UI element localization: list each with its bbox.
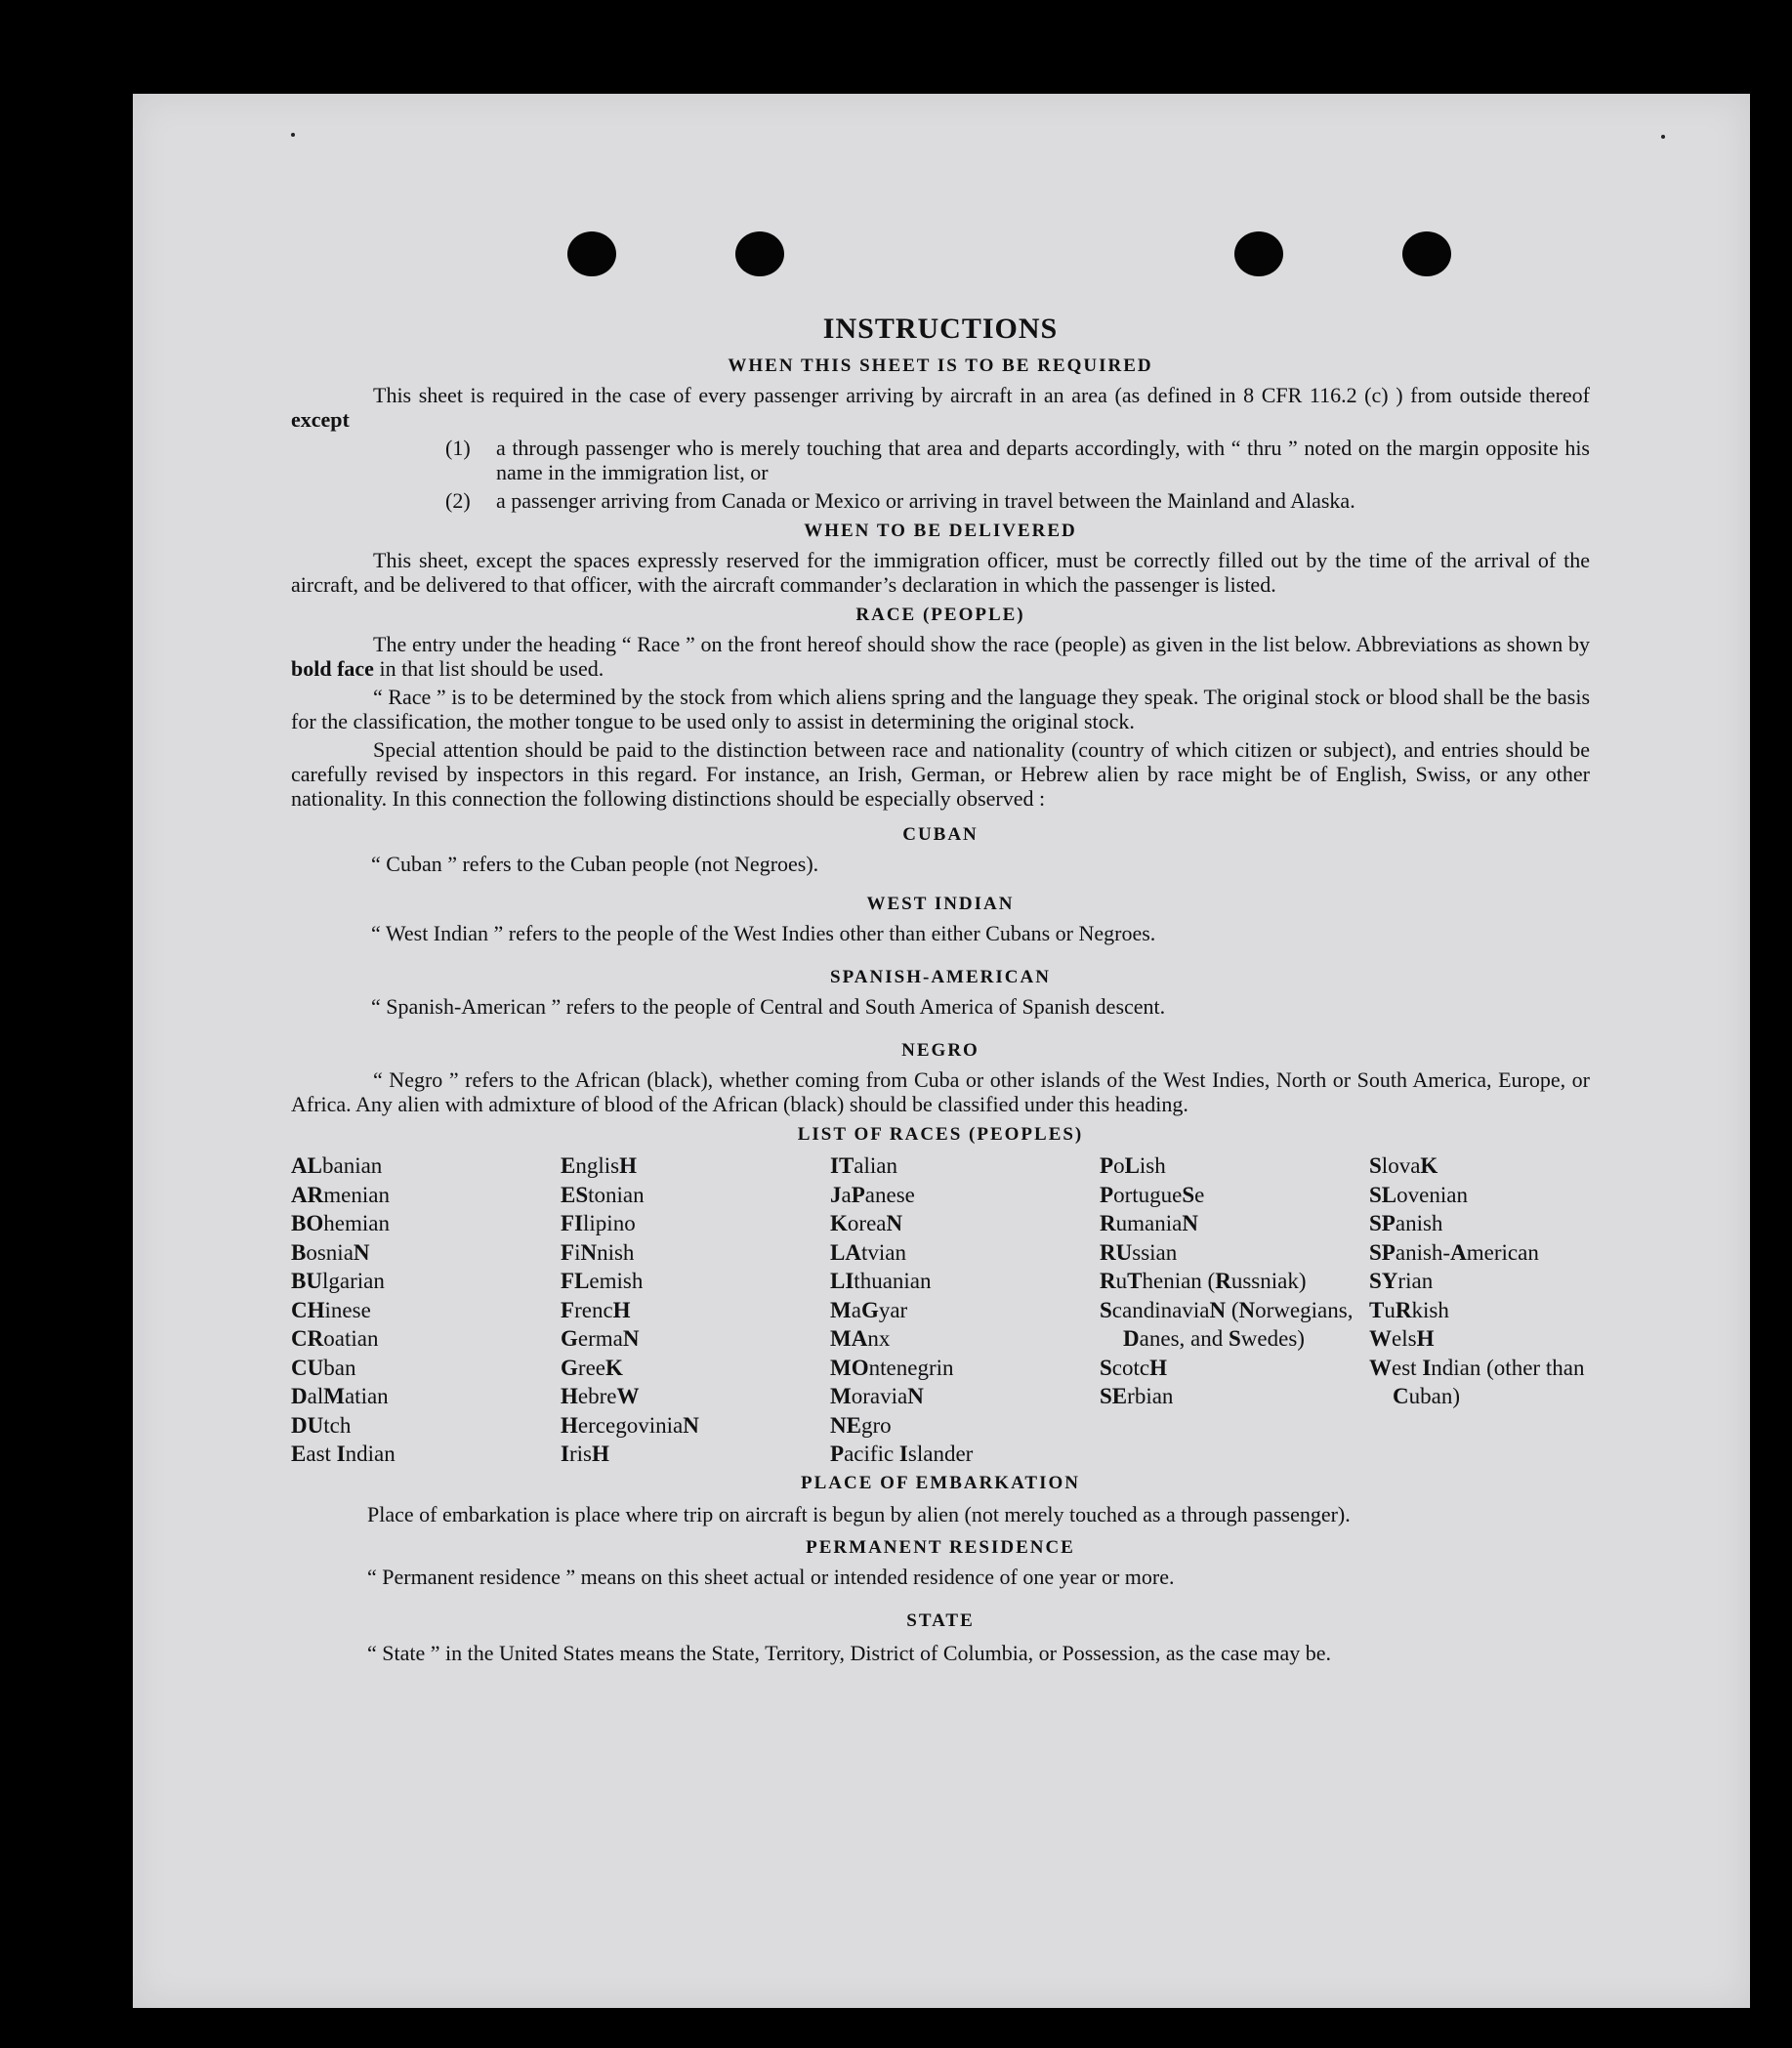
- race-entry: RUssian: [1100, 1239, 1178, 1265]
- race-entry: FiNnish: [561, 1239, 635, 1265]
- race-entry: ScotcH: [1100, 1355, 1168, 1380]
- paragraph: “ Spanish-American ” refers to the people of Central and South America of Spanish descent.: [371, 994, 1166, 1019]
- section-heading: PERMANENT RESIDENCE: [806, 1536, 1075, 1558]
- section-heading: NEGRO: [901, 1040, 979, 1061]
- race-entry: EnglisH: [561, 1153, 637, 1178]
- race-entry: WelsH: [1369, 1326, 1435, 1351]
- races-column: [291, 1151, 561, 1469]
- race-entry: FIlipino: [561, 1211, 636, 1235]
- section-heading: RACE (PEOPLE): [855, 605, 1025, 625]
- paragraph: This sheet is required in the case of every passenger arriving by aircraft in an area (as defined in 8 CFR 116.2 (c) ) from outside thereof except: [291, 383, 1590, 432]
- races-column: [1369, 1151, 1590, 1469]
- race-entry: HebreW: [561, 1384, 640, 1408]
- paragraph: Special attention should be paid to the distinction between race and nationality (country of which citizen or subject), and entries should be carefully revised by inspectors in this regard. For instance, an Irish, German, or Hebrew alien by race might be of English, Swiss, or any other nationality. In this connection the following distinctions should be especially observed :: [291, 737, 1590, 811]
- race-entry: SlovaK: [1369, 1153, 1438, 1178]
- race-entry: GreeK: [561, 1355, 623, 1380]
- race-entry: DUtch: [291, 1412, 352, 1438]
- race-entry: FrencH: [561, 1297, 631, 1322]
- race-entry: SErbian: [1100, 1384, 1174, 1408]
- races-column: [561, 1151, 830, 1469]
- race-entry: PoLish: [1100, 1153, 1166, 1178]
- race-entry: LAtvian: [830, 1239, 906, 1265]
- race-entry: GermaN: [561, 1326, 640, 1351]
- paragraph: “ Cuban ” refers to the Cuban people (not Negroes).: [371, 852, 819, 876]
- race-entry: BosniaN: [291, 1239, 370, 1265]
- race-entry: BUlgarian: [291, 1269, 385, 1293]
- race-entry: NEgro: [830, 1412, 892, 1438]
- paragraph: “ Permanent residence ” means on this sheet actual or intended residence of one year or more.: [367, 1564, 1175, 1589]
- race-entry: SPanish-American: [1369, 1239, 1539, 1265]
- section-heading: WEST INDIAN: [866, 894, 1015, 914]
- section-heading: WHEN TO BE DELIVERED: [804, 521, 1077, 541]
- race-entry: FLemish: [561, 1269, 644, 1293]
- race-entry: RuThenian (Russniak): [1100, 1269, 1307, 1293]
- race-entry: Pacific Islander: [830, 1442, 974, 1466]
- section-heading: CUBAN: [902, 824, 979, 845]
- races-list: [291, 1151, 1590, 1469]
- paragraph: Place of embarkation is place where trip on aircraft is begun by alien (not merely touched as a through passenger).: [367, 1501, 1351, 1526]
- race-entry: DalMatian: [291, 1384, 389, 1408]
- section-heading: PLACE OF EMBARKATION: [801, 1472, 1080, 1493]
- race-entry: EStonian: [561, 1182, 645, 1207]
- race-entry: KoreaN: [830, 1211, 903, 1235]
- race-entry: MOntenegrin: [830, 1355, 954, 1380]
- race-entry: ARmenian: [291, 1182, 390, 1207]
- race-entry: CUban: [291, 1355, 356, 1380]
- race-entry: CRoatian: [291, 1326, 379, 1351]
- list-item: (1) a through passenger who is merely touching that area and departs accordingly, with “ thru ” noted on the margin opposite his name in the immigration list, or: [445, 436, 1590, 484]
- race-entry: East Indian: [291, 1442, 396, 1466]
- race-entry: CHinese: [291, 1297, 371, 1322]
- race-entry: PortugueSe: [1100, 1182, 1205, 1207]
- race-entry: MoraviaN: [830, 1384, 924, 1408]
- speck: [1661, 135, 1665, 139]
- race-entry: West Indian (other than Cuban): [1369, 1355, 1585, 1408]
- race-entry: HercegoviniaN: [561, 1412, 699, 1438]
- race-entry: MAnx: [830, 1326, 891, 1351]
- list-item: (2) a passenger arriving from Canada or Mexico or arriving in travel between the Mainland and Alaska.: [445, 488, 1355, 513]
- race-entry: ALbanian: [291, 1153, 383, 1178]
- race-entry: SPanish: [1369, 1211, 1443, 1235]
- race-entry: BOhemian: [291, 1211, 390, 1235]
- paragraph: The entry under the heading “ Race ” on the front hereof should show the race (people) as given in the list below. Abbreviations as shown by bold face in that list should be used.: [291, 632, 1590, 681]
- race-entry: RumaniaN: [1100, 1211, 1198, 1235]
- paragraph: “ Race ” is to be determined by the stock from which aliens spring and the language they speak. The original stock or blood shall be the basis for the classification, the mother tongue to be used only to assist in determining the original stock.: [291, 685, 1590, 733]
- section-heading: STATE: [906, 1609, 975, 1631]
- race-entry: TuRkish: [1369, 1297, 1449, 1322]
- race-entry: MaGyar: [830, 1297, 908, 1322]
- section-heading: LIST OF RACES (PEOPLES): [797, 1124, 1084, 1145]
- race-entry: SYrian: [1369, 1269, 1434, 1293]
- race-entry: ScandinaviaN (Norwegians, Danes, and Swedes): [1100, 1297, 1354, 1351]
- paragraph: “ State ” in the United States means the State, Territory, District of Columbia, or Possession, as the case may be.: [367, 1640, 1332, 1665]
- instructions-content: [291, 213, 1590, 1669]
- document-sheet: [133, 94, 1750, 2008]
- race-entry: LIthuanian: [830, 1269, 932, 1293]
- paragraph: “ Negro ” refers to the African (black), whether coming from Cuba or other islands of the West Indies, North or South America, Europe, or Africa. Any alien with admixture of blood of the African (black) should be classified under this heading.: [291, 1067, 1590, 1116]
- race-entry: JaPanese: [830, 1182, 915, 1207]
- race-entry: SLovenian: [1369, 1182, 1468, 1207]
- races-column: [1100, 1151, 1369, 1469]
- paragraph: “ West Indian ” refers to the people of the West Indies other than either Cubans or Negroes.: [371, 921, 1156, 945]
- section-heading: WHEN THIS SHEET IS TO BE REQUIRED: [728, 355, 1153, 376]
- section-heading: SPANISH-AMERICAN: [830, 967, 1051, 987]
- race-entry: IrisH: [561, 1442, 609, 1466]
- races-column: [830, 1151, 1100, 1469]
- page-title: INSTRUCTIONS: [822, 313, 1059, 345]
- paragraph: This sheet, except the spaces expressly reserved for the immigration officer, must be correctly filled out by the time of the arrival of the aircraft, and be delivered to that officer, with the aircraft commander’s declaration in which the passenger is listed.: [291, 548, 1590, 597]
- speck: [291, 133, 295, 137]
- race-entry: ITalian: [830, 1153, 898, 1178]
